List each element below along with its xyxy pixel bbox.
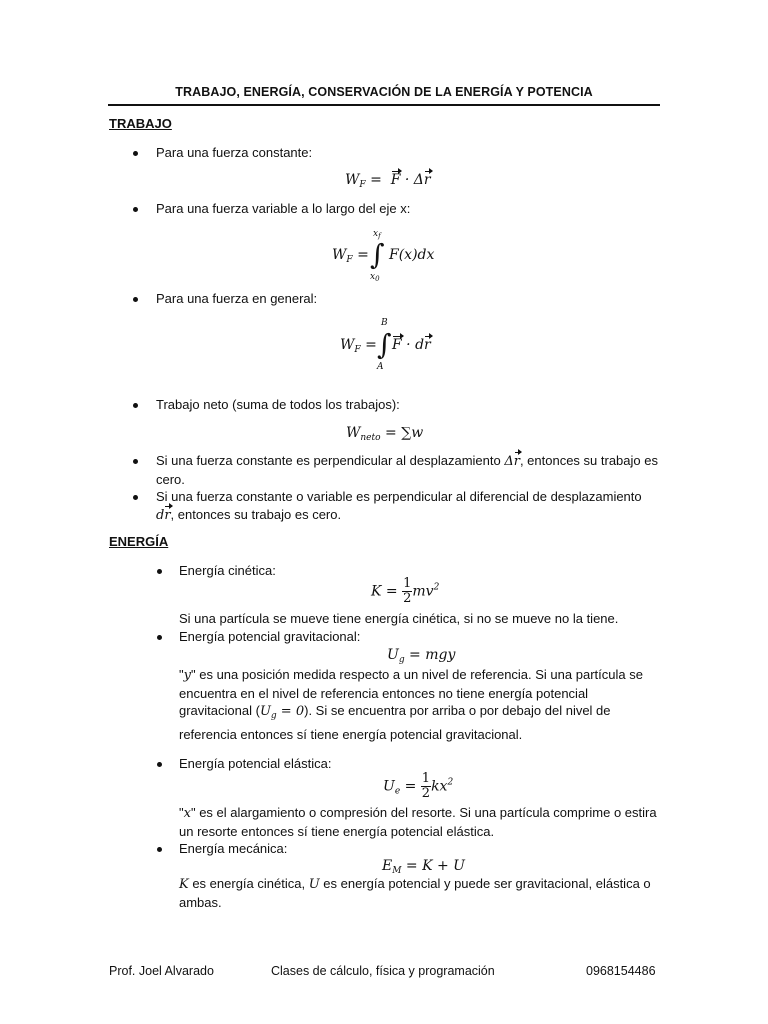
- equation-elastic-potential-energy: $U_e$ = $\frac{1}{2}$ $kx^2$: [383, 771, 454, 801]
- footer-classes: Clases de cálculo, física y programación: [271, 964, 495, 978]
- document-title: TRABAJO, ENERGÍA, CONSERVACIÓN DE LA ENERGÍA Y POTENCIA: [175, 85, 593, 99]
- bullet-text-perpendicular-desplazamiento: Si una fuerza constante es perpendicular al desplazamiento Δr, entonces su trabajo es cero.: [156, 453, 658, 487]
- bullet: [157, 569, 162, 574]
- integral-sign: ∫: [377, 328, 392, 361]
- equation-gravitational-potential-energy: $U_g$ = mgy: [387, 647, 456, 665]
- bullet-text-fuerza-variable: Para una fuerza variable a lo largo del eje x:: [156, 201, 411, 216]
- bullet-text-perpendicular-diferencial: Si una fuerza constante o variable es perpendicular al diferencial de desplazamiento dr, entonces su trabajo es cero.: [156, 489, 642, 523]
- bullet: [133, 403, 138, 408]
- text-mechanical-explanation: K es energía cinética, U es energía potencial y puede ser gravitacional, elástica o ambas.: [179, 876, 651, 910]
- bullet-text-energia-cinetica: Energía cinética:: [179, 563, 276, 578]
- integral-upper-limit: $x_f$: [373, 229, 381, 240]
- equation-work-variable-force: $W_F$ =: [332, 247, 369, 265]
- bullet: [157, 635, 162, 640]
- bullet: [157, 762, 162, 767]
- bullet-text-energia-potencial-gravitacional: Energía potencial gravitacional:: [179, 629, 361, 644]
- footer-author: Prof. Joel Alvarado: [109, 964, 214, 978]
- equation-work-general-force: $W_F$ =: [340, 337, 377, 355]
- bullet-text-energia-mecanica: Energía mecánica:: [179, 841, 288, 856]
- bullet-text-fuerza-constante: Para una fuerza constante:: [156, 145, 313, 160]
- text-gravitational-explanation: "y" es una posición medida respecto a un nivel de referencia. Si una partícula se encuentra en el nivel de referencia entonces no tiene energía potencial gravitacional $(U_g = 0)$. Si se encuentra por arriba o por debajo del nivel de referencia entonces sí tiene energía potencial gravitacional.: [179, 667, 643, 742]
- bullet: [133, 151, 138, 156]
- bullet-text-trabajo-neto: Trabajo neto (suma de todos los trabajos):: [156, 397, 400, 412]
- integrand-fx-dx: F(x)dx: [389, 247, 435, 263]
- bullet: [133, 207, 138, 212]
- integral-sign: ∫: [370, 238, 385, 271]
- bullet: [133, 459, 138, 464]
- text-elastic-explanation: "x" es el alargamiento o compresión del resorte. Si una partícula comprime o estira un resorte entonces sí tiene energía potencial elástica.: [179, 805, 657, 839]
- footer-phone: 0968154486: [586, 964, 656, 978]
- bullet-text-fuerza-general: Para una fuerza en general:: [156, 291, 318, 306]
- equation-mechanical-energy: $E_M = K + U$: [382, 858, 465, 876]
- equation-net-work: $W_{neto} = \sum w$: [346, 425, 424, 443]
- section-heading-energia: ENERGÍA: [109, 534, 169, 549]
- integral-lower-limit-a: A: [377, 362, 384, 372]
- integrand-f-dot-dr: F · dr: [392, 337, 431, 353]
- equation-work-constant-force: $W_F = F \cdot \Delta r$: [345, 172, 431, 190]
- bullet: [133, 297, 138, 302]
- text-kinetic-energy-explanation: Si una partícula se mueve tiene energía cinética, si no se mueve no la tiene.: [179, 611, 619, 626]
- bullet-text-energia-potencial-elastica: Energía potencial elástica:: [179, 756, 332, 771]
- title-rule: [108, 104, 660, 106]
- integral-lower-limit: $x_0$: [370, 272, 380, 283]
- equation-kinetic-energy: K = $\frac{1}{2}$ $mv^2$: [371, 576, 440, 606]
- section-heading-trabajo: TRABAJO: [109, 116, 172, 131]
- bullet: [157, 847, 162, 852]
- integral-upper-limit-b: B: [381, 318, 388, 328]
- bullet: [133, 495, 138, 500]
